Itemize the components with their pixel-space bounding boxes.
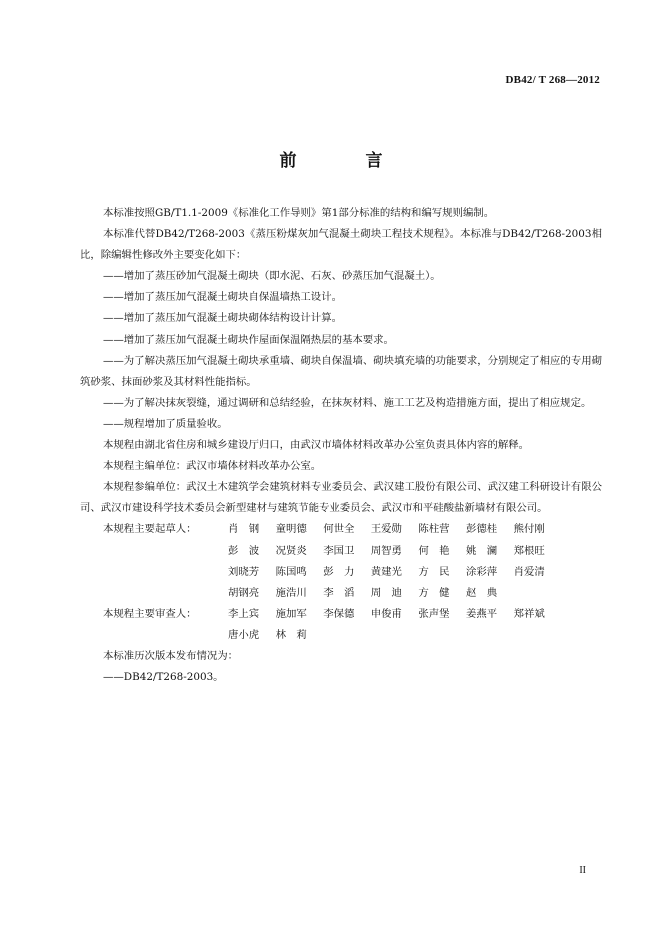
- paragraph-replacement: 本标准代替DB42/T268-2003《蒸压粉煤灰加气混凝土砌块工程技术规程》。本标准与DB42/T268-2003相比，除编辑性修改外主要变化如下：: [80, 228, 602, 262]
- drafters-names: [228, 519, 561, 603]
- change-item: ——增加了蒸压加气混凝土砌块砌体结构设计计算。: [103, 312, 342, 325]
- paragraph-participants: 本规程参编单位：武汉土木建筑学会建筑材料专业委员会、武汉建工股份有限公司、武汉建工科研设计有限公司、武汉市建设科学技术委员会新型建材与建筑节能专业委员会、武汉市和平硅酸盐新墙材有限公司。: [80, 481, 602, 515]
- page-title: 前 言: [279, 151, 409, 171]
- drafter-name: 周 迪: [370, 586, 402, 599]
- drafters-label: 本规程主要起草人：: [103, 523, 197, 536]
- drafter-name: 彭 力: [323, 565, 355, 578]
- drafter-name: 王爱勋: [370, 523, 402, 536]
- reviewer-name: 李上宾: [228, 607, 260, 620]
- change-item: ——为了解决抹灰裂缝，通过调研和总结经验，在抹灰材料、施工工艺及构造措施方面，提出了相应规定。: [103, 396, 592, 409]
- drafter-name: 陈国鸣: [275, 565, 307, 578]
- standard-code: DB42/ T 268—2012: [505, 74, 600, 86]
- reviewer-name: 李保德: [323, 607, 355, 620]
- drafter-name: 肖 钢: [228, 523, 260, 536]
- drafter-name: 姚 澜: [465, 544, 498, 557]
- reviewer-name: 申俊甫: [370, 607, 402, 620]
- reviewer-name: 姜燕平: [465, 607, 498, 620]
- drafter-name: 李国卫: [323, 544, 355, 557]
- drafter-name: 彭德桂: [465, 523, 498, 536]
- drafter-name: 黄建光: [370, 565, 402, 578]
- change-item: ——增加了蒸压砂加气混凝土砌块（即水泥、石灰、砂蒸压加气混凝土）。: [103, 270, 441, 283]
- paragraph-structure: 本标准按照GB/T1.1-2009《标准化工作导则》第1部分标准的结构和编写规则编制。: [103, 207, 495, 219]
- change-item: ——增加了蒸压加气混凝土砌块自保温墙热工设计。: [103, 291, 342, 304]
- drafter-name: 何 艳: [418, 544, 450, 557]
- drafter-name: 彭 波: [228, 544, 260, 557]
- drafter-name: 熊付刚: [513, 523, 545, 536]
- change-item: ——为了解决蒸压加气混凝土砌块承重墙、砌块自保温墙、砌块填充墙的功能要求，分别规定了相应的专用砌筑砂浆、抹面砂浆及其材料性能指标。: [80, 354, 602, 388]
- drafter-name: 周智勇: [370, 544, 402, 557]
- history-intro: 本标准历次版本发布情况为：: [103, 649, 239, 662]
- reviewers-block: [80, 604, 602, 646]
- drafter-name: 赵 典: [465, 586, 498, 599]
- reviewer-name: 施加军: [275, 607, 307, 620]
- paragraph-chief-editor: 本规程主编单位：武汉市墙体材料改革办公室。: [103, 460, 322, 473]
- page-number: II: [579, 865, 586, 876]
- history-version: ——DB42/T268-2003。: [103, 671, 224, 684]
- reviewer-name: 张声堡: [418, 607, 450, 620]
- drafter-name: 施浩川: [275, 586, 307, 599]
- document-body: [80, 203, 602, 688]
- drafter-name: 郑根旺: [513, 544, 545, 557]
- reviewers-label: 本规程主要审查人：: [103, 607, 197, 620]
- drafter-name: 况贤炎: [275, 544, 307, 557]
- drafter-name: 童明德: [275, 523, 307, 536]
- reviewer-name: 林 莉: [275, 628, 307, 641]
- drafter-name: 李 滔: [323, 586, 355, 599]
- paragraph-authority: 本规程由湖北省住房和城乡建设厅归口，由武汉市墙体材料改革办公室负责具体内容的解释。: [103, 439, 530, 452]
- reviewers-names: [228, 604, 561, 646]
- change-item: ——增加了蒸压加气混凝土砌块作屋面保温隔热层的基本要求。: [103, 333, 394, 346]
- drafter-name: 刘晓芳: [228, 565, 260, 578]
- drafter-name: 方 健: [418, 586, 450, 599]
- drafters-block: [80, 519, 602, 603]
- drafter-name: 肖爱清: [513, 565, 545, 578]
- reviewer-name: 郑祥斌: [513, 607, 545, 620]
- drafter-name: 陈柱营: [418, 523, 450, 536]
- change-item: ——规程增加了质量验收。: [103, 417, 228, 430]
- drafter-name: 方 民: [418, 565, 450, 578]
- drafter-name: 胡钢亮: [228, 586, 260, 599]
- reviewer-name: 唐小虎: [228, 628, 260, 641]
- drafter-name: 涂彩萍: [465, 565, 498, 578]
- drafter-name: 何世全: [323, 523, 355, 536]
